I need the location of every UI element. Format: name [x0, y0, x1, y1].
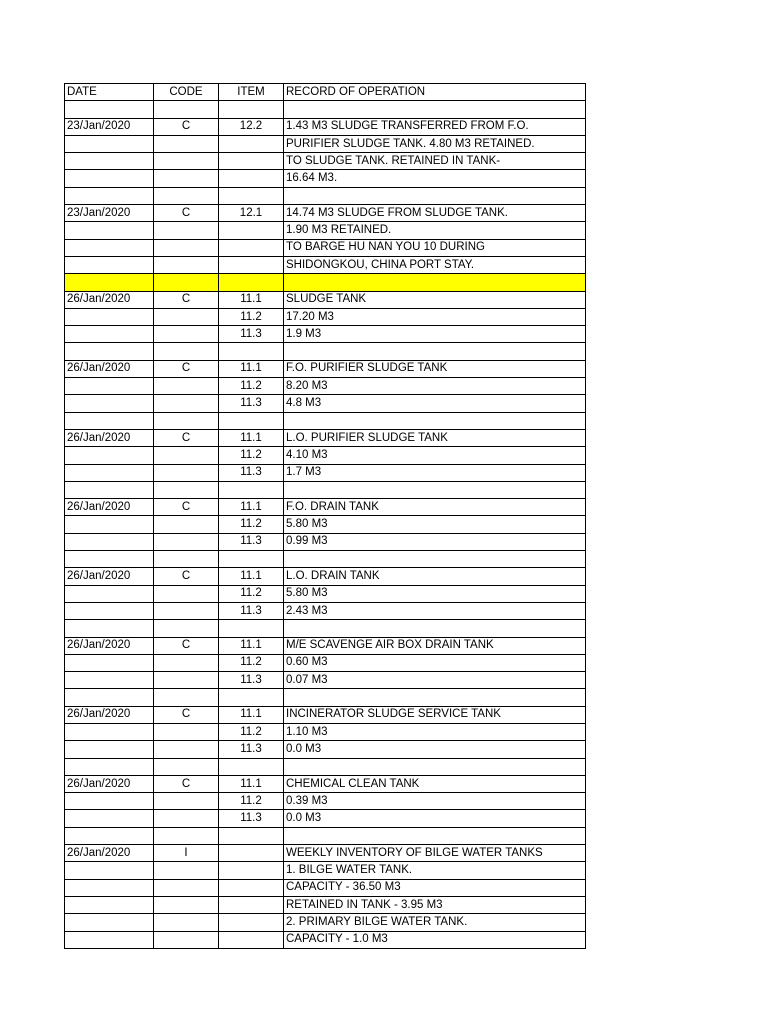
cell-code — [154, 793, 219, 810]
cell-date — [65, 533, 154, 550]
cell-item: 11.3 — [219, 602, 284, 619]
table-row — [65, 568, 586, 585]
table-row — [65, 187, 586, 204]
cell-item: 11.1 — [219, 568, 284, 585]
cell-date — [65, 256, 154, 273]
table-row — [65, 447, 586, 464]
table-row — [65, 205, 586, 222]
cell-item: 11.2 — [219, 516, 284, 533]
cell-item: 11.2 — [219, 654, 284, 671]
cell-code — [154, 464, 219, 481]
cell-item — [219, 845, 284, 862]
cell-date — [65, 135, 154, 152]
table-row — [65, 464, 586, 481]
cell-date — [65, 274, 154, 291]
cell-code — [154, 170, 219, 187]
cell-item: 11.1 — [219, 706, 284, 723]
cell-date — [65, 810, 154, 827]
cell-date — [65, 343, 154, 360]
cell-record: 5.80 M3 — [284, 585, 586, 602]
cell-code — [154, 689, 219, 706]
cell-code — [154, 516, 219, 533]
cell-date: 26/Jan/2020 — [65, 291, 154, 308]
cell-record: 0.0 M3 — [284, 810, 586, 827]
cell-code — [154, 931, 219, 948]
table-row — [65, 672, 586, 689]
table-row — [65, 602, 586, 619]
cell-code — [154, 481, 219, 498]
table-row — [65, 533, 586, 550]
cell-code — [154, 741, 219, 758]
cell-item: 11.2 — [219, 308, 284, 325]
cell-date: 26/Jan/2020 — [65, 775, 154, 792]
cell-item: 11.2 — [219, 723, 284, 740]
table-row — [65, 118, 586, 135]
table-row — [65, 326, 586, 343]
cell-date — [65, 862, 154, 879]
cell-record — [284, 551, 586, 568]
cell-code: C — [154, 706, 219, 723]
cell-record: 1.9 M3 — [284, 326, 586, 343]
cell-record: L.O. PURIFIER SLUDGE TANK — [284, 429, 586, 446]
table-row — [65, 256, 586, 273]
cell-date — [65, 741, 154, 758]
cell-code — [154, 620, 219, 637]
cell-record: 0.0 M3 — [284, 741, 586, 758]
cell-item — [219, 343, 284, 360]
table-row — [65, 412, 586, 429]
cell-item: 11.3 — [219, 464, 284, 481]
table-row — [65, 153, 586, 170]
cell-record: SLUDGE TANK — [284, 291, 586, 308]
table-row — [65, 879, 586, 896]
cell-item — [219, 914, 284, 931]
cell-code — [154, 239, 219, 256]
cell-date — [65, 378, 154, 395]
cell-code: I — [154, 845, 219, 862]
cell-item — [219, 481, 284, 498]
table-row — [65, 758, 586, 775]
cell-record: 4.8 M3 — [284, 395, 586, 412]
table-row — [65, 810, 586, 827]
table-row — [65, 775, 586, 792]
cell-date: 26/Jan/2020 — [65, 568, 154, 585]
cell-record: 1. BILGE WATER TANK. — [284, 862, 586, 879]
table-row — [65, 637, 586, 654]
cell-date — [65, 672, 154, 689]
cell-date — [65, 447, 154, 464]
cell-code — [154, 412, 219, 429]
cell-item — [219, 896, 284, 913]
cell-record: 1.90 M3 RETAINED. — [284, 222, 586, 239]
cell-record: 1.43 M3 SLUDGE TRANSFERRED FROM F.O. — [284, 118, 586, 135]
table-row — [65, 741, 586, 758]
cell-record: 2. PRIMARY BILGE WATER TANK. — [284, 914, 586, 931]
cell-record: 0.99 M3 — [284, 533, 586, 550]
cell-code — [154, 135, 219, 152]
cell-item — [219, 827, 284, 844]
cell-date — [65, 793, 154, 810]
cell-code: C — [154, 499, 219, 516]
cell-record: F.O. DRAIN TANK — [284, 499, 586, 516]
cell-date — [65, 879, 154, 896]
table-row — [65, 793, 586, 810]
cell-code — [154, 343, 219, 360]
cell-code — [154, 914, 219, 931]
cell-item — [219, 862, 284, 879]
cell-record: CAPACITY - 36.50 M3 — [284, 879, 586, 896]
cell-code — [154, 326, 219, 343]
cell-item — [219, 239, 284, 256]
cell-date: 26/Jan/2020 — [65, 706, 154, 723]
cell-date — [65, 308, 154, 325]
cell-code: C — [154, 429, 219, 446]
cell-code — [154, 862, 219, 879]
cell-date — [65, 827, 154, 844]
cell-date — [65, 654, 154, 671]
cell-item: 11.3 — [219, 741, 284, 758]
table-row — [65, 378, 586, 395]
cell-date — [65, 931, 154, 948]
table-row — [65, 499, 586, 516]
cell-record: WEEKLY INVENTORY OF BILGE WATER TANKS — [284, 845, 586, 862]
table-row — [65, 914, 586, 931]
cell-record: 0.07 M3 — [284, 672, 586, 689]
cell-record: INCINERATOR SLUDGE SERVICE TANK — [284, 706, 586, 723]
cell-item — [219, 931, 284, 948]
cell-record: 0.39 M3 — [284, 793, 586, 810]
table-row — [65, 101, 586, 118]
cell-date: 26/Jan/2020 — [65, 499, 154, 516]
cell-record — [284, 758, 586, 775]
table-row — [65, 845, 586, 862]
cell-record — [284, 689, 586, 706]
cell-code — [154, 723, 219, 740]
cell-record: 1.10 M3 — [284, 723, 586, 740]
cell-item — [219, 170, 284, 187]
cell-date — [65, 620, 154, 637]
table-row — [65, 516, 586, 533]
cell-code — [154, 222, 219, 239]
cell-record: 2.43 M3 — [284, 602, 586, 619]
cell-item — [219, 153, 284, 170]
operation-record-table — [64, 83, 586, 949]
cell-item — [219, 412, 284, 429]
cell-item: 11.3 — [219, 810, 284, 827]
cell-code — [154, 896, 219, 913]
cell-date — [65, 464, 154, 481]
cell-record: CHEMICAL CLEAN TANK — [284, 775, 586, 792]
cell-item: 12.1 — [219, 205, 284, 222]
cell-record — [284, 620, 586, 637]
cell-code — [154, 101, 219, 118]
table-row — [65, 551, 586, 568]
cell-date: 26/Jan/2020 — [65, 637, 154, 654]
cell-item — [219, 620, 284, 637]
table-row — [65, 931, 586, 948]
cell-code: C — [154, 291, 219, 308]
header-item: ITEM — [219, 84, 284, 101]
cell-date: 26/Jan/2020 — [65, 360, 154, 377]
table-row — [65, 689, 586, 706]
cell-record — [284, 187, 586, 204]
cell-item — [219, 135, 284, 152]
cell-code — [154, 308, 219, 325]
cell-date: 26/Jan/2020 — [65, 845, 154, 862]
cell-record: 16.64 M3. — [284, 170, 586, 187]
cell-date — [65, 222, 154, 239]
cell-code — [154, 533, 219, 550]
cell-item — [219, 689, 284, 706]
cell-date — [65, 758, 154, 775]
cell-record: RETAINED IN TANK - 3.95 M3 — [284, 896, 586, 913]
table-row — [65, 827, 586, 844]
table-row — [65, 395, 586, 412]
cell-record — [284, 827, 586, 844]
table-row — [65, 222, 586, 239]
table-row — [65, 170, 586, 187]
cell-item: 11.2 — [219, 378, 284, 395]
cell-item: 11.1 — [219, 775, 284, 792]
cell-record — [284, 412, 586, 429]
cell-date: 26/Jan/2020 — [65, 429, 154, 446]
cell-record: 4.10 M3 — [284, 447, 586, 464]
cell-item — [219, 551, 284, 568]
table-row — [65, 308, 586, 325]
cell-code: C — [154, 637, 219, 654]
cell-code — [154, 378, 219, 395]
cell-date — [65, 723, 154, 740]
cell-record: 17.20 M3 — [284, 308, 586, 325]
table-row — [65, 360, 586, 377]
cell-item: 11.2 — [219, 447, 284, 464]
cell-record: PURIFIER SLUDGE TANK. 4.80 M3 RETAINED. — [284, 135, 586, 152]
cell-code: C — [154, 360, 219, 377]
cell-code: C — [154, 775, 219, 792]
header-date: DATE — [65, 84, 154, 101]
table-row — [65, 481, 586, 498]
table-row — [65, 585, 586, 602]
cell-item — [219, 274, 284, 291]
cell-code — [154, 654, 219, 671]
cell-code: C — [154, 568, 219, 585]
cell-date — [65, 170, 154, 187]
table-body — [65, 84, 586, 949]
cell-record: 14.74 M3 SLUDGE FROM SLUDGE TANK. — [284, 205, 586, 222]
cell-record: L.O. DRAIN TANK — [284, 568, 586, 585]
cell-record: 0.60 M3 — [284, 654, 586, 671]
cell-date: 23/Jan/2020 — [65, 205, 154, 222]
cell-code — [154, 827, 219, 844]
cell-code — [154, 187, 219, 204]
cell-item: 11.3 — [219, 326, 284, 343]
cell-code — [154, 256, 219, 273]
cell-code — [154, 585, 219, 602]
cell-date — [65, 585, 154, 602]
cell-record — [284, 481, 586, 498]
table-row — [65, 654, 586, 671]
cell-item — [219, 187, 284, 204]
cell-date — [65, 689, 154, 706]
cell-date — [65, 896, 154, 913]
cell-record — [284, 343, 586, 360]
cell-record: 5.80 M3 — [284, 516, 586, 533]
cell-item: 11.2 — [219, 793, 284, 810]
cell-date — [65, 187, 154, 204]
table-row — [65, 239, 586, 256]
cell-record: TO BARGE HU NAN YOU 10 DURING — [284, 239, 586, 256]
cell-code — [154, 274, 219, 291]
table-row — [65, 429, 586, 446]
table-row — [65, 723, 586, 740]
table-row — [65, 620, 586, 637]
cell-code — [154, 879, 219, 896]
cell-date — [65, 153, 154, 170]
cell-code — [154, 810, 219, 827]
cell-item — [219, 758, 284, 775]
cell-record — [284, 101, 586, 118]
cell-date — [65, 914, 154, 931]
cell-record: M/E SCAVENGE AIR BOX DRAIN TANK — [284, 637, 586, 654]
cell-code — [154, 153, 219, 170]
cell-item: 11.2 — [219, 585, 284, 602]
cell-record: TO SLUDGE TANK. RETAINED IN TANK- — [284, 153, 586, 170]
cell-item — [219, 256, 284, 273]
cell-record: F.O. PURIFIER SLUDGE TANK — [284, 360, 586, 377]
header-code: CODE — [154, 84, 219, 101]
cell-code — [154, 672, 219, 689]
cell-item — [219, 879, 284, 896]
cell-item: 11.3 — [219, 395, 284, 412]
table-row — [65, 135, 586, 152]
cell-item: 11.1 — [219, 360, 284, 377]
cell-record — [284, 274, 586, 291]
table-row — [65, 896, 586, 913]
table-row — [65, 291, 586, 308]
cell-date — [65, 412, 154, 429]
cell-record: 1.7 M3 — [284, 464, 586, 481]
cell-date — [65, 481, 154, 498]
cell-date — [65, 239, 154, 256]
cell-item: 12.2 — [219, 118, 284, 135]
cell-code: C — [154, 205, 219, 222]
table-row — [65, 343, 586, 360]
cell-date — [65, 326, 154, 343]
cell-code — [154, 551, 219, 568]
cell-date — [65, 101, 154, 118]
cell-code — [154, 758, 219, 775]
header-record: RECORD OF OPERATION — [284, 84, 586, 101]
cell-code: C — [154, 118, 219, 135]
table-row — [65, 862, 586, 879]
cell-item: 11.3 — [219, 533, 284, 550]
cell-date — [65, 602, 154, 619]
cell-date: 23/Jan/2020 — [65, 118, 154, 135]
cell-item — [219, 222, 284, 239]
table-row — [65, 274, 586, 291]
cell-item: 11.1 — [219, 429, 284, 446]
cell-item — [219, 101, 284, 118]
table-header-row — [65, 84, 586, 101]
cell-item: 11.1 — [219, 637, 284, 654]
cell-item: 11.1 — [219, 291, 284, 308]
cell-record: CAPACITY - 1.0 M3 — [284, 931, 586, 948]
cell-date — [65, 551, 154, 568]
cell-date — [65, 395, 154, 412]
cell-record: SHIDONGKOU, CHINA PORT STAY. — [284, 256, 586, 273]
cell-record: 8.20 M3 — [284, 378, 586, 395]
cell-code — [154, 602, 219, 619]
table-row — [65, 706, 586, 723]
cell-item: 11.1 — [219, 499, 284, 516]
cell-date — [65, 516, 154, 533]
cell-item: 11.3 — [219, 672, 284, 689]
cell-code — [154, 395, 219, 412]
cell-code — [154, 447, 219, 464]
